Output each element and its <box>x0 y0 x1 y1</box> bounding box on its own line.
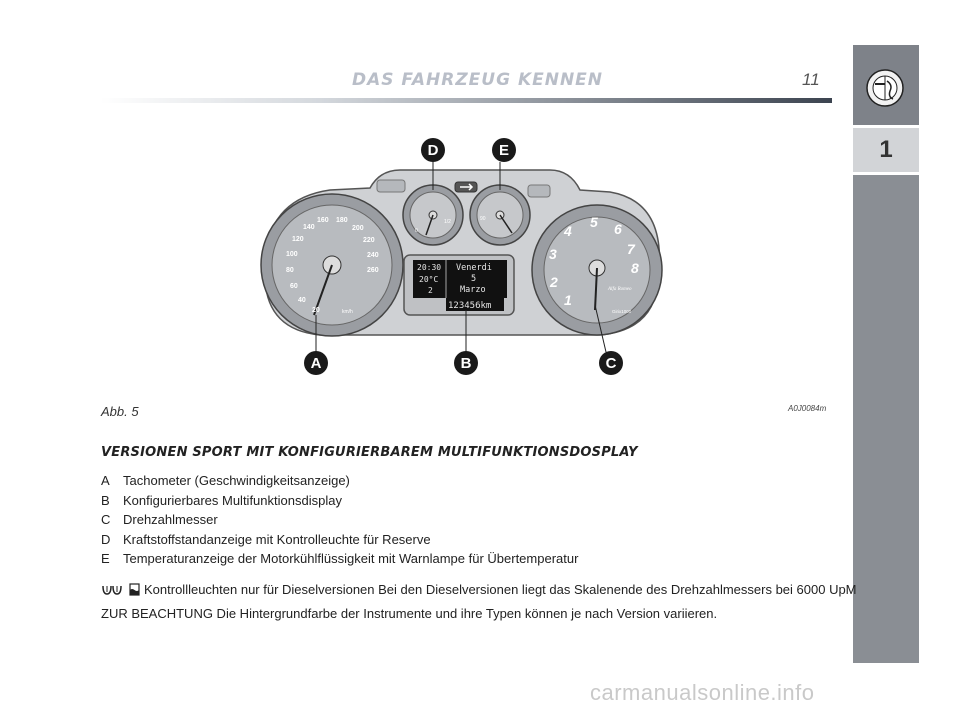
diesel-note <box>101 582 857 597</box>
list-item <box>101 530 578 550</box>
speed-tick-label: 40 <box>298 297 306 304</box>
fuel-gauge <box>403 185 463 245</box>
rpm-tick-label: 1 <box>564 292 572 308</box>
speed-unit: km/h <box>342 309 353 315</box>
speed-tick-label: 200 <box>352 225 364 232</box>
legend-text: Tachometer (Geschwindigkeitsanzeige) <box>123 473 350 488</box>
legend-letter: C <box>101 512 111 527</box>
speed-tick-label: 100 <box>286 251 298 258</box>
speed-tick-label: 180 <box>336 217 348 224</box>
display-gear: 2 <box>428 286 433 295</box>
speed-tick-label: 240 <box>367 252 379 259</box>
diesel-note-text: Kontrollleuchten nur für Dieselversionen Bei den Dieselversionen liegt das Skalenende des Drehzahlmessers bei 6000 UpM <box>144 582 857 597</box>
speed-tick-label: 60 <box>290 283 298 290</box>
callout-label-b: B <box>460 355 472 372</box>
legend-text: Konfigurierbares Multifunktionsdisplay <box>123 492 342 508</box>
callout-label-a: A <box>310 355 322 372</box>
glow-plug-icon <box>101 584 125 596</box>
list-item <box>101 471 578 491</box>
speed-tick-label: 160 <box>317 217 329 224</box>
rpm-tick-label: 4 <box>564 223 572 239</box>
attention-note: ZUR BEACHTUNG Die Hintergrundfarbe der Instrumente und ihre Typen können je nach Version variieren. <box>101 606 718 621</box>
page-number: 11 <box>802 70 820 89</box>
alfa-romeo-logo-icon <box>866 69 904 107</box>
speed-tick-label: 140 <box>303 224 315 231</box>
list-item <box>101 549 578 569</box>
figure-code: A0J0084m <box>788 404 827 413</box>
rpm-unit: Girix1000 <box>612 309 632 314</box>
speed-tick-label: 20 <box>312 307 320 314</box>
speed-tick-label: 80 <box>286 267 294 274</box>
rpm-tick-label: 5 <box>590 214 598 230</box>
rpm-tick-label: 3 <box>549 246 557 262</box>
rpm-tick-label: 8 <box>631 260 639 276</box>
rpm-tick-label: 6 <box>614 221 622 237</box>
display-month: Marzo <box>460 285 486 295</box>
rpm-tick-label: 7 <box>627 241 635 257</box>
speed-tick-label: 120 <box>292 236 304 243</box>
header-rule <box>100 98 832 103</box>
page-header-title: DAS FAHRZEUG KENNEN <box>352 70 604 90</box>
figure-caption: Abb. 5 <box>101 404 139 419</box>
instrument-cluster-illustration <box>250 130 670 380</box>
fuel-empty-mark: 0 <box>415 228 418 234</box>
display-outside-temp: 20°C <box>419 275 439 284</box>
legend-letter: D <box>101 531 111 547</box>
legend-text: Kraftstoffstandanzeige mit Kontrolleuchte für Reserve <box>123 531 431 547</box>
speed-tick-label: 260 <box>367 267 379 274</box>
list-item <box>101 510 578 530</box>
legend-text: Drehzahlmesser <box>123 512 218 527</box>
display-day: Venerdi <box>456 263 492 273</box>
callout-label-c: C <box>605 355 617 372</box>
legend-text: Temperaturanzeige der Motorkühlflüssigkeit mit Warnlampe für Übertemperatur <box>123 551 579 566</box>
fuel-half-mark: 1/2 <box>444 219 451 225</box>
display-date-number: 5 <box>471 274 477 284</box>
rpm-tick-label: 2 <box>550 274 558 290</box>
legend-letter: A <box>101 473 110 488</box>
water-in-fuel-icon <box>129 583 140 596</box>
display-odometer: 123456km <box>448 301 492 311</box>
display-time: 20:30 <box>417 263 442 272</box>
legend-letter: E <box>101 551 110 566</box>
callout-label-e: E <box>498 142 510 159</box>
legend-letter: B <box>101 492 110 508</box>
legend-list <box>101 471 578 569</box>
coolant-temperature-gauge <box>470 185 530 245</box>
speed-tick-label: 220 <box>363 237 375 244</box>
multifunction-display <box>404 255 514 315</box>
temp-mark: 90 <box>480 216 486 222</box>
speedometer-gauge <box>261 194 403 336</box>
section-title: VERSIONEN SPORT MIT KONFIGURIERBAREM MULTIFUNKTIONSDOSPLAY <box>101 445 638 460</box>
list-item <box>101 491 578 511</box>
sidebar-divider <box>853 172 919 175</box>
rpm-brand: Alfa Romeo <box>608 287 632 292</box>
callout-label-d: D <box>427 142 439 159</box>
chapter-number: 1 <box>853 128 919 172</box>
watermark: carmanualsonline.info <box>590 680 815 705</box>
